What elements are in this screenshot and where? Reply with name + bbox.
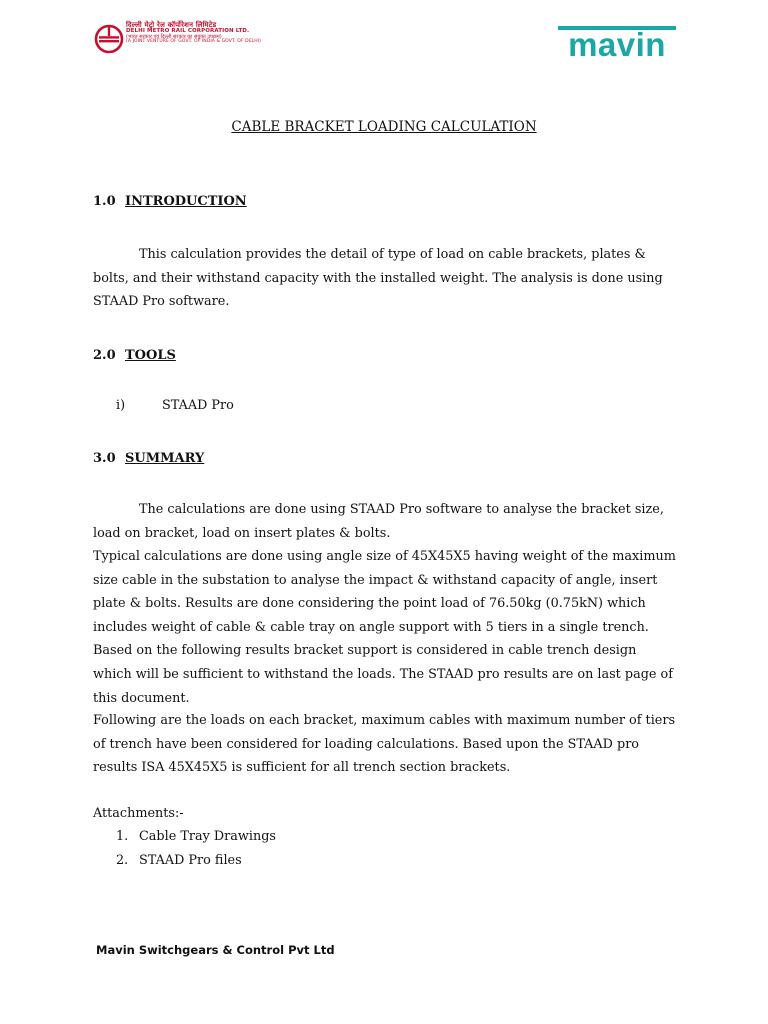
section-title: TOOLS [125,348,176,363]
tool-name: STAAD Pro [162,398,234,413]
section-number: 3.0 [93,451,116,466]
dmrc-name-hindi: दिल्ली मेट्रो रेल कॉर्पोरेशन लिमिटेड [126,21,217,29]
mavin-logo-wordmark: mavin [568,26,666,63]
list-marker: 1. [116,829,129,844]
section-heading-summary [93,451,204,466]
document-title: CABLE BRACKET LOADING CALCULATION [231,119,537,135]
attachment-name: Cable Tray Drawings [139,829,276,844]
footer-company-name: Mavin Switchgears & Control Pvt Ltd [96,943,335,957]
dmrc-logo-text [126,22,266,45]
section-heading-introduction [93,194,247,209]
summary-paragraph-2: Typical calculations are done using angle size of 45X45X5 having weight of the maximum size cable in the substation to analyse the impact & withstand capacity of angle, insert plate & bolts. Results are done considering the point load of 76.50kg (0.75kN) which includes weight of cable & cable tray on angle support with 5 tiers in a single trench. Based on the following results bracket support is considered in cable trench design which will be sufficient to withstand the loads. The STAAD pro results are on last page of this document. [93,549,676,706]
dmrc-jv-hindi: (भारत सरकार एवं दिल्ली सरकार का संयुक्त उपक्रम) [126,34,222,41]
attachment-item [116,829,276,844]
attachments-heading: Attachments:- [93,806,184,821]
section-heading-tools [93,348,176,363]
section-title: SUMMARY [125,451,205,466]
summary-paragraph-1: The calculations are done using STAAD Pro software to analyse the bracket size, load on bracket, load on insert plates & bolts. [93,502,664,541]
tool-list-item [116,398,234,413]
section-number: 2.0 [93,348,116,363]
list-marker: i) [116,398,126,413]
attachment-item [116,853,242,868]
summary-paragraph-3: Following are the loads on each bracket, maximum cables with maximum number of tiers of trench have been considered for loading calculations. Based upon the STAAD pro results ISA 45X45X5 is sufficient for all trench section brackets. [93,713,676,776]
dmrc-jv-english: (A JOINT VENTURE OF GOVT. OF INDIA & GOVT. OF DELHI) [126,39,262,45]
introduction-paragraph: This calculation provides the detail of type of load on cable brackets, plates & bolts, and their withstand capacity with the installed weight. The analysis is done using STAAD Pro software. [93,247,663,310]
section-number: 1.0 [93,194,116,209]
dmrc-name-english: DELHI METRO RAIL CORPORATION LTD. [126,28,250,35]
section-title: INTRODUCTION [125,194,247,209]
mavin-logo [558,26,676,62]
dmrc-logo-icon [94,24,124,54]
list-marker: 2. [116,853,129,868]
attachment-name: STAAD Pro files [139,853,242,868]
